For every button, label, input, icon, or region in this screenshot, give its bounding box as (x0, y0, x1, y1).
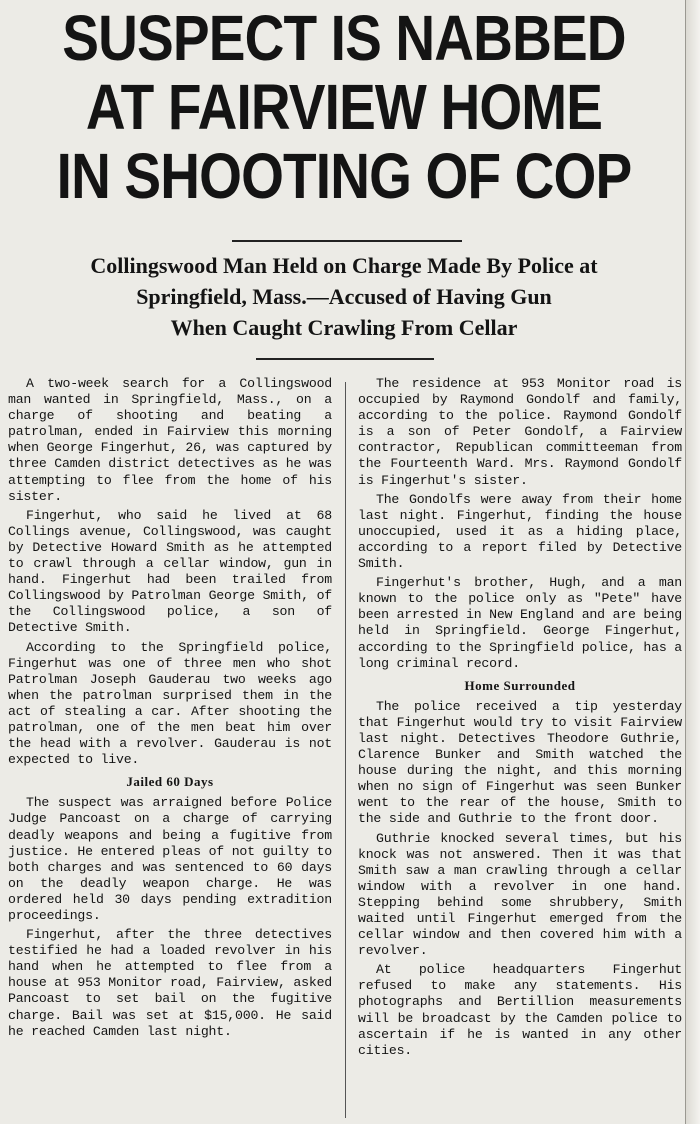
paragraph: Guthrie knocked several times, but his knock was not answered. Then it was that Smith saw a man crawling through a cellar window with a revolver in one hand. Stepping behind some shrubbery, Smith waited until Fingerhut emerged from the cellar window and then covered him with a revolver. (358, 830, 682, 959)
paragraph: According to the Springfield police, Fingerhut was one of three men who shot Patrolman Joseph Gauderau two weeks ago when the patrolman surprised them in the act of stealing a car. After shooting the patrolman, one of the men beat him over the head with a revolver. Gauderau is not expected to live. (8, 639, 332, 768)
headline-line-1: SUSPECT IS NABBED (62, 2, 626, 74)
paragraph: The suspect was arraigned before Police Judge Pancoast on a charge of carrying deadly weapons and being a fugitive from justice. He entered pleas of not guilty to both charges and was sentenced to 60 days on the deadly weapon charge. He was ordered held 30 days pending extradition proceedings. (8, 795, 332, 923)
subhead-jailed: Jailed 60 Days (126, 774, 214, 790)
article-column-left (8, 376, 332, 1043)
headline-line-2: AT FAIRVIEW HOME (85, 71, 603, 143)
column-divider (345, 382, 346, 1118)
paragraph: Fingerhut, after the three detectives testified he had a loaded revolver in his hand when he attempted to flee from a house at 953 Monitor road, Fairview, asked Pancoast to set bail on the fugitive charge. Bail was set at $15,000. He said he reached Camden last night. (8, 927, 332, 1039)
headline-line-3: IN SHOOTING OF COP (56, 140, 632, 212)
paragraph: The police received a tip yesterday that Fingerhut would try to visit Fairview last night. Detectives Theodore Guthrie, Clarence Bunker and Smith watched the house during the night, and this morning when no sign of Fingerhut was seen Bunker went to the rear of the house, Smith to the side and Guthrie to the front door. (358, 698, 682, 827)
paragraph: Fingerhut's brother, Hugh, and a man known to the police only as "Pete" have been arrested in New England and are being held in Springfield. George Fingerhut, according to the Springfield police, has a long criminal record. (358, 575, 682, 671)
paragraph: The Gondolfs were away from their home last night. Fingerhut, finding the house unoccupied, used it as a hiding place, according to a report filed by Detective Smith. (358, 491, 682, 572)
paragraph: The residence at 953 Monitor road is occupied by Raymond Gondolf and family, according to the police. Raymond Gondolf is a son of Peter Gondolf, a Fairview contractor, Republican committeeman from the Fourteenth Ward. Mrs. Raymond Gondolf is Fingerhut's sister. (358, 376, 682, 488)
paragraph: At police headquarters Fingerhut refused to make any statements. His photographs and Bertillion measurements will be broadcast by the Camden police to ascertain if he is wanted in any other cities. (358, 962, 682, 1058)
paragraph: A two-week search for a Collingswood man wanted in Springfield, Mass., on a charge of shooting and beating a patrolman, ended in Fairview this morning when George Fingerhut, 26, was captured by three Camden district detectives as he was attempting to flee from the home of his sister. (8, 376, 332, 504)
deck-headline (0, 250, 688, 343)
article-column-right (358, 376, 682, 1062)
deck-line-2: Springfield, Mass.—Accused of Having Gun (136, 284, 552, 309)
deck-line-3: When Caught Crawling From Cellar (170, 315, 518, 340)
headline (53, 4, 634, 211)
headline-rule (232, 240, 462, 242)
adjacent-column-edge (685, 0, 700, 1124)
deck-rule (256, 358, 434, 360)
deck-line-1: Collingswood Man Held on Charge Made By Police at (90, 253, 598, 278)
subhead-home-surrounded: Home Surrounded (464, 677, 576, 693)
paragraph: Fingerhut, who said he lived at 68 Collings avenue, Collingswood, was caught by Detective Howard Smith as he attempted to crawl through a cellar window, gun in hand. Fingerhut had been trailed from Collingswood by Patrolman George Smith, of the Collingswood police, a son of Detective Smith. (8, 507, 332, 636)
